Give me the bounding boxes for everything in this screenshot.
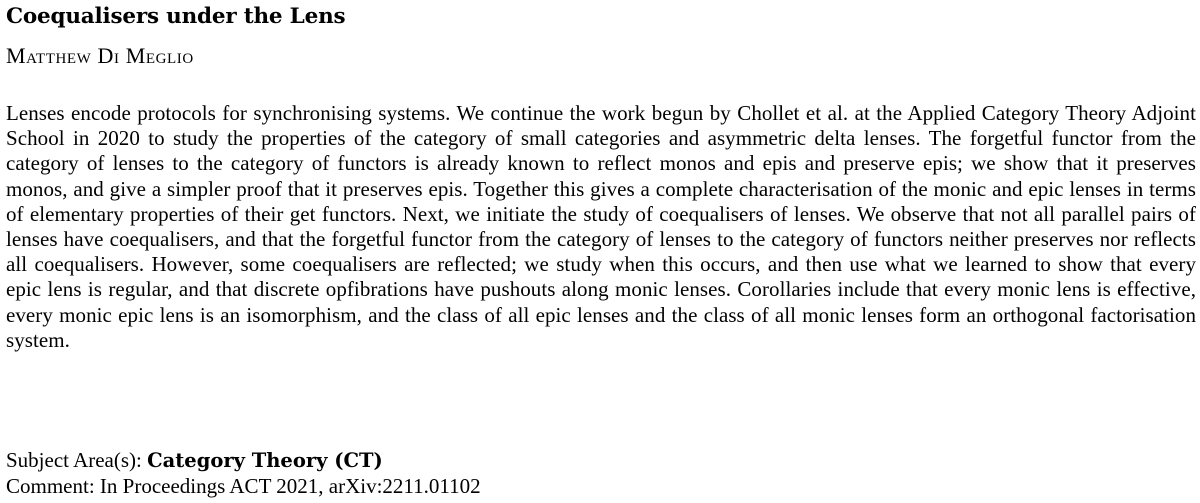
paper-abstract: Lenses encode protocols for synchronising systems. We continue the work begun by Chollet et al. at the Applied Category Theory Adjoint School in 2020 to study the properties of the category of small categories and asymmetric delta lenses. The forgetful functor from the category of lenses to the category of functors is already known to reflect monos and epis and preserve epis; we show that it preserves monos, and give a simpler proof that it preserves epis. Together this gives a complete characterisation of the monic and epic lenses in terms of elementary properties of their get functors. Next, we initiate the study of coequalisers of lenses. We observe that not all parallel pairs of lenses have coequalisers, and that the forgetful functor from the category of lenses to the category of functors neither preserves nor reflects all coequalisers. However, some coequalisers are reflected; we study when this occurs, and then use what we learned to show that every epic lens is regular, and that discrete opfibrations have pushouts along monic lenses. Corollaries include that every monic lens is effective, every monic epic lens is an isomorphism, and the class of all epic lenses and the class of all monic lenses form an orthogonal factorisation system. <box>6 101 1196 352</box>
subject-area-value: Category Theory (CT) <box>147 449 383 472</box>
paper-entry <box>6 0 1196 498</box>
subject-area-label: Subject Area(s): <box>6 448 142 472</box>
paper-author: Matthew Di Meglio <box>6 43 194 68</box>
paper-comment: Comment: In Proceedings ACT 2021, arXiv:2211.01102 <box>6 474 481 498</box>
paper-title: Coequalisers under the Lens <box>6 4 346 29</box>
subject-area <box>6 447 383 474</box>
